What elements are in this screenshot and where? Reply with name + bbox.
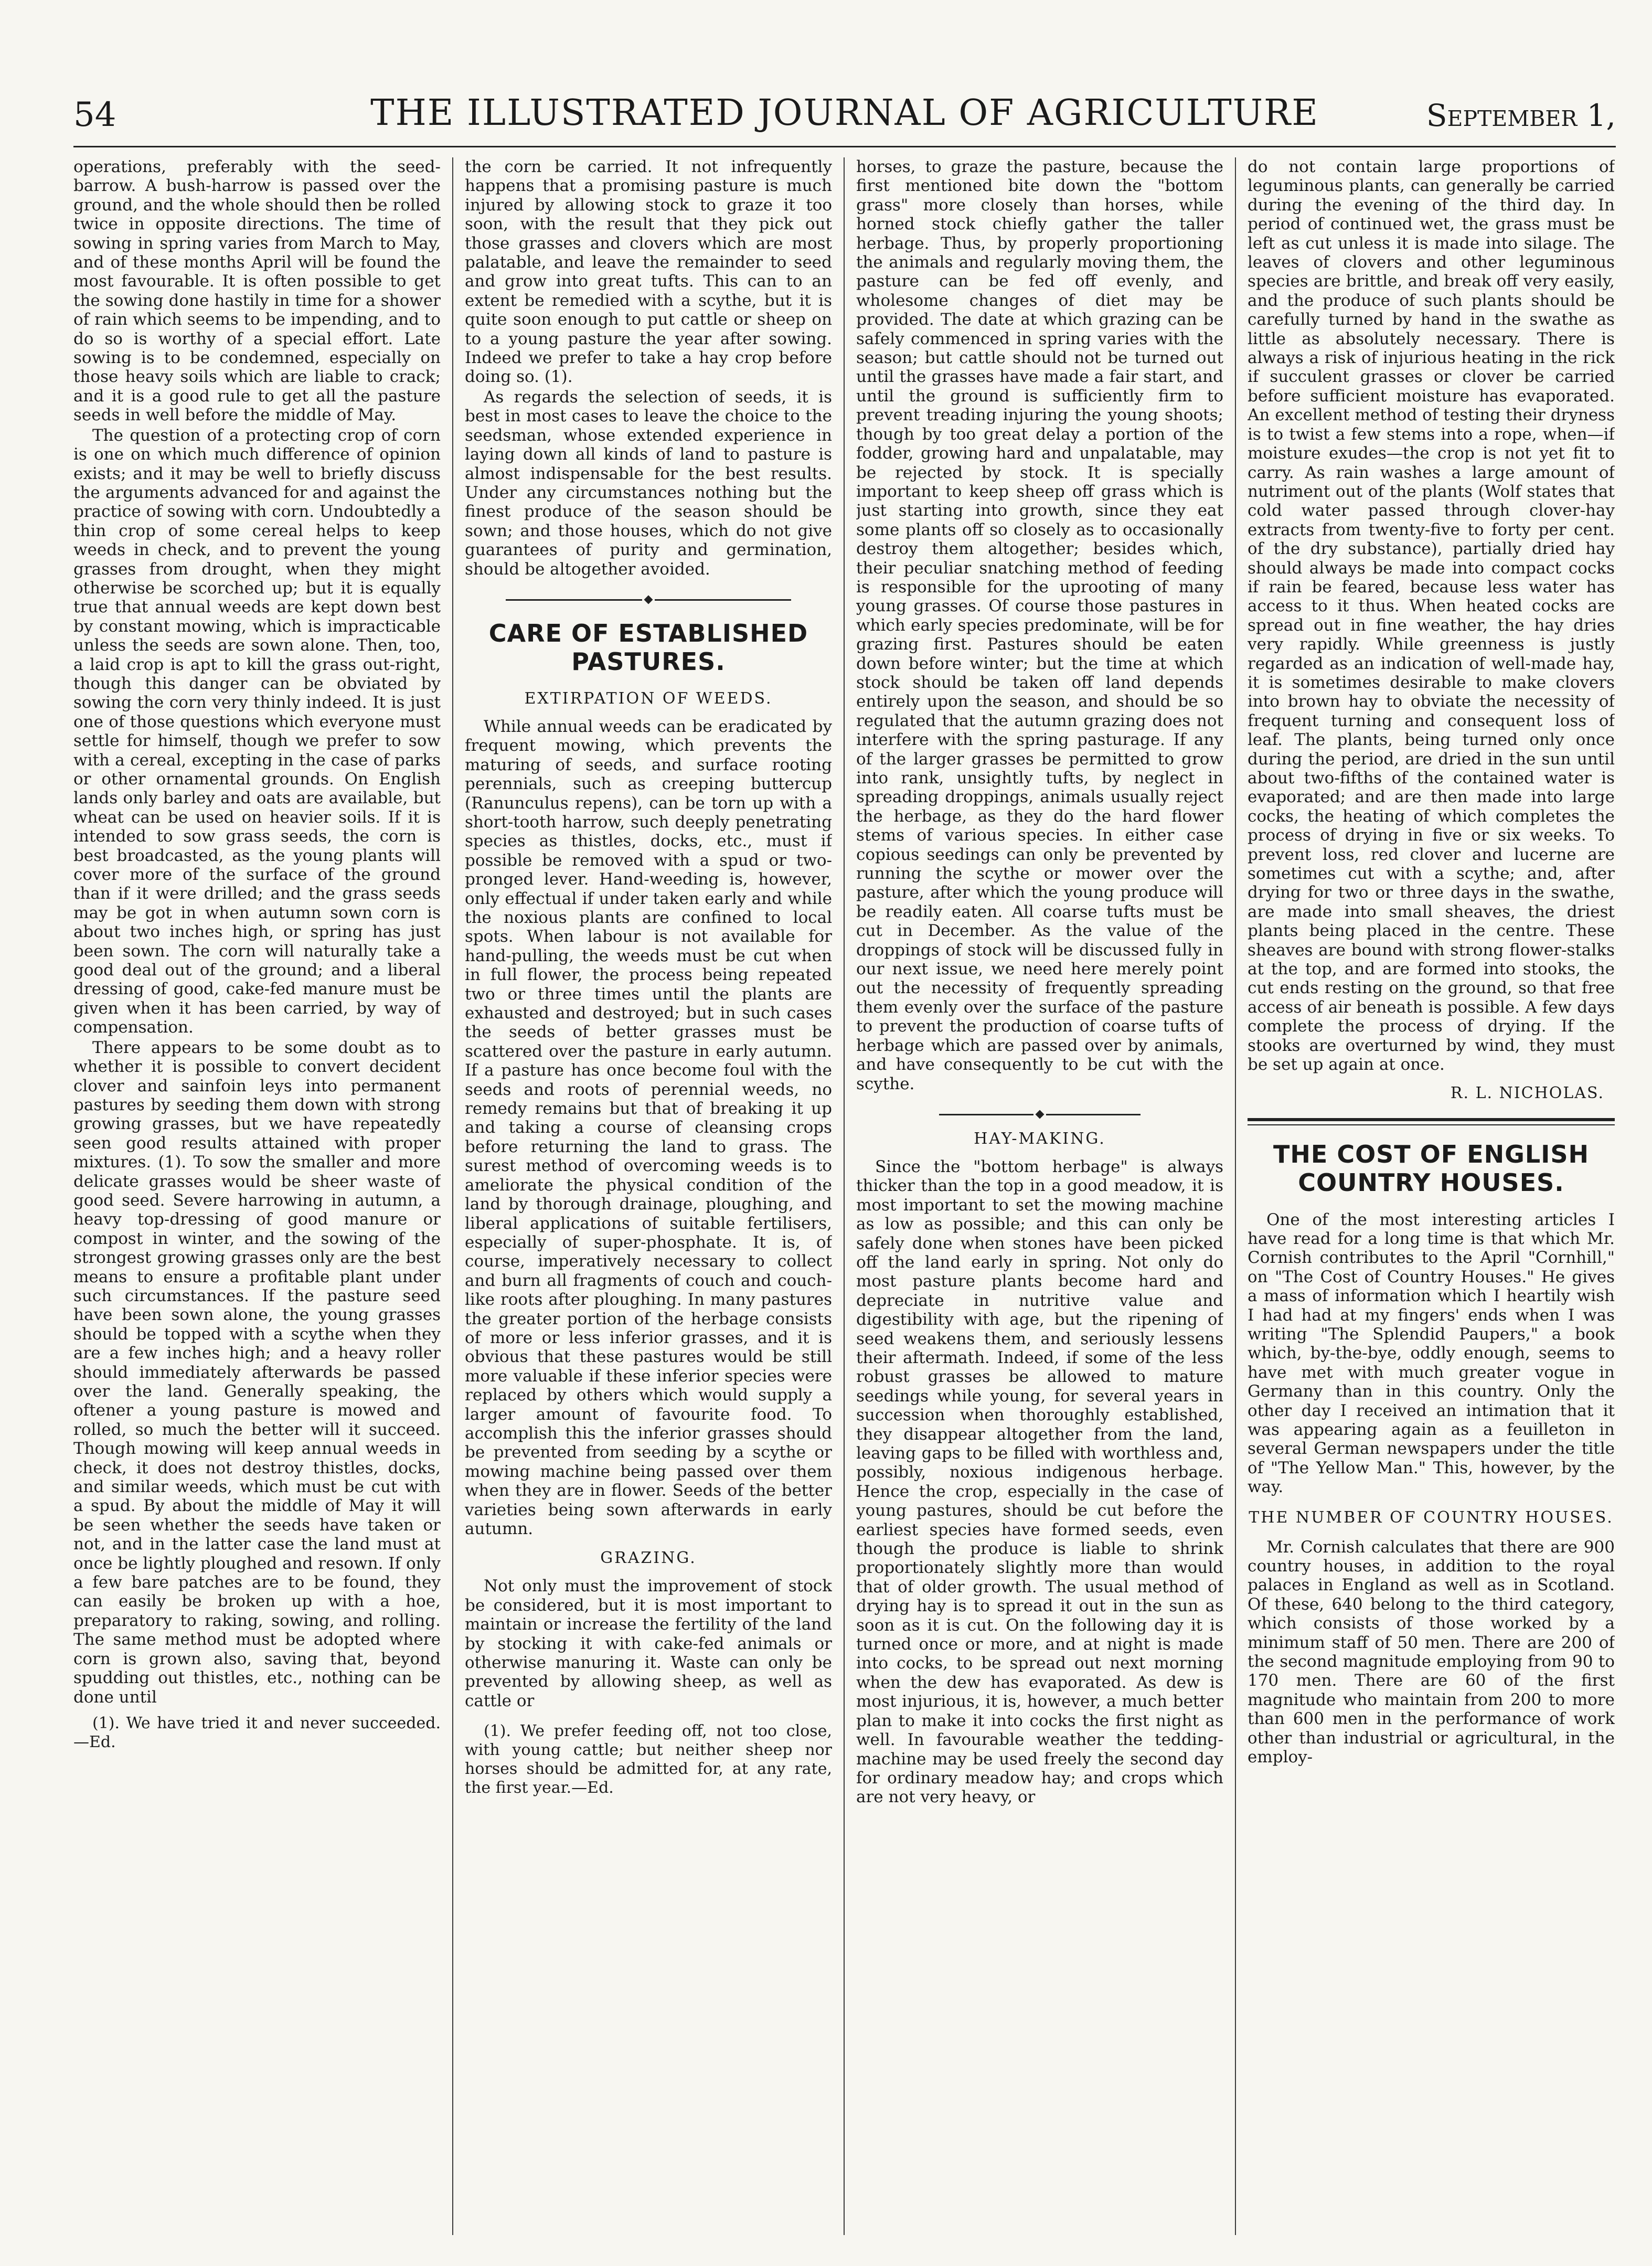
section-subheading: HAY-MAKING.: [974, 1129, 1106, 1148]
section-subheading: EXTIRPATION OF WEEDS.: [524, 689, 773, 708]
section-ornament: [465, 594, 832, 604]
column-rule: [1235, 157, 1236, 2235]
column-rule: [844, 157, 845, 2235]
paragraph: The question of a protecting crop of corn is one on which much difference of opinion exists; and it may be well to briefly discuss the arguments advanced for and against the practice of sowing with corn. Undoubtedly a thin crop of some cereal helps to keep weeds in check, and to prevent the young grasses from drought, when they might otherwise be scorched up; but it is equally true that annual weeds are kept down best by constant mowing, which is impracticable unless the seeds are sown alone. Then, too, a laid crop is apt to kill the grass out-right, though this danger can be obviated by sowing the corn very thinly indeed. It is just one of those questions which everyone must settle for himself, though we prefer to sow with a cereal, excepting in the case of parks or other ornamental grounds. On English lands only barley and oats are available, but wheat can be used on heavier soils. If it is intended to sow grass seeds, the corn is best broadcasted, as the young plants will cover more of the surface of the ground than if it were drilled; and the grass seeds may be got in when autumn sown corn is about two inches high, or spring has just been sown. The corn will naturally take a good deal out of the ground; and a liberal dressing of good, cake-fed manure must be given when it has been carried, by way of compensation.: [73, 425, 441, 1037]
paragraph: operations, preferably with the seed-barrow. A bush-harrow is passed over the ground, and the whole should then be rolled twice in opposite directions. The time of sowing in spring varies from March to May, and of these months April will be found the most favourable. It is often possible to get the sowing done hastily in time for a shower of rain which seems to be impending, and to do so is worthy of a special effort. Late sowing is to be condemned, especially on those heavy soils which are liable to crack; and it is a good rule to get all the pasture seeds in well before the middle of May.: [73, 157, 441, 425]
paragraph: do not contain large proportions of leguminous plants, can generally be carried during the evening of the third day. In period of continued wet, the grass must be left as cut unless it is made into silage. The leaves of clovers and other leguminous species are brittle, and break off very easily, and the produce of such plants should be carefully turned by hand in the swathe as little as absolutely necessary. There is always a risk of injurious heating in the rick if succulent grasses or clover be carried before sufficient moisture has evaporated. An excellent method of testing their dryness is to twist a few stems into a rope, when—if moisture exudes—the crop is not yet fit to carry. As rain washes a large amount of nutriment out of the plants (Wolf states that cold water passed through clover-hay extracts from twenty-five to forty per cent. of the dry substance), partially dried hay should always be made into compact cocks if rain be feared, because less water has access to it thus. When heated cocks are spread out in fine weather, the hay dries very rapidly. While greenness is justly regarded as an indication of well-made hay, it is sometimes desirable to make clovers into brown hay to obviate the necessity of frequent turning and consequent loss of leaf. The plants, being turned only once during the period, are dried in the sun until about two-fifths of the contained water is evaporated; and are then made into large cocks, the heating of which completes the process of drying in five or six weeks. To prevent loss, red clover and lucerne are sometimes cut with a scythe; and, after drying for two or three days in the swathe, are made into small sheaves, the driest plants being placed in the centre. These sheaves are bound with strong flower-stalks at the top, and are formed into stooks, the cut ends resting on the ground, so that free access of air beneath is possible. A few days complete the process of drying. If the stooks are overturned by wind, they must be set up again at once.: [1248, 157, 1615, 1075]
paragraph: Not only must the improvement of stock be considered, but it is most important to maintain or increase the fertility of the land by stocking it with cake-fed animals or otherwise manuring it. Waste can only be prevented by allowing sheep, as well as cattle or: [465, 1577, 832, 1710]
paragraph: Mr. Cornish calculates that there are 900 country houses, in addition to the royal palaces in England as well as in Scotland. Of these, 640 belong to the third category, which consists of those worked by a minimum staff of 50 men. There are 200 of the second magnitude employing from 90 to 170 men. There are 60 of the first magnitude who maintain from 200 to more than 600 men in the performance of work other than industrial or agricultural, in the employ-: [1248, 1537, 1615, 1767]
paragraph: One of the most interesting articles I have read for a long time is that which Mr. Cornish contributes to the April "Cornhill," on "The Cost of Country Houses." He gives a mass of information which I heartily wish I had had at my fingers' ends when I was writing "The Splendid Paupers," a book which, by-the-bye, oddly enough, seems to have met with much greater vogue in Germany than in this country. Only the other day I received an intimation that it was appearing again as a feuilleton in several German newspapers under the title of "The Yellow Man." This, however, by the way.: [1248, 1210, 1615, 1497]
column-1: [73, 157, 441, 2235]
article-heading: THE COST OF ENGLISH COUNTRY HOUSES.: [1273, 1140, 1589, 1197]
paragraph: While annual weeds can be eradicated by frequent mowing, which prevents the maturing of seeds, and surface rooting perennials, such as creeping buttercup (Ranunculus repens), can be torn up with a short-tooth harrow, such deeply penetrating species as thistles, docks, etc., must if possible be removed with a spud or two-pronged lever. Hand-weeding is, however, only effectual if under taken early and while the noxious plants are confined to local spots. When labour is not available for hand-pulling, the weeds must be cut when in full flower, the process being repeated two or three times until the plants are exhausted and destroyed; but in such cases the seeds of better grasses must be scattered over the pasture in early autumn. If a pasture has once become foul with the seeds and roots of perennial weeds, no remedy remains but that of breaking it up and taking a course of cleansing crops before returning the land to grass. The surest method of overcoming weeds is to ameliorate the physical condition of the land by thorough drainage, ploughing, and liberal applications of suitable fertilisers, especially of super-phosphate. It is, of course, imperatively necessary to collect and burn all fragments of couch and couch-like roots after ploughing. In many pastures the greater portion of the herbage consists of more or less inferior grasses, and it is obvious that these pastures would be still more valuable if these inferior species were replaced by others which would supply a larger amount of favourite food. To accomplish this the inferior grasses should be prevented from seeding by a scythe or mowing machine being passed over them when they are in flower. Seeds of the better varieties being sown afterwards in early autumn.: [465, 717, 832, 1538]
page-header: [73, 88, 1616, 147]
author-signature: R. L. NICHOLAS.: [1450, 1083, 1604, 1102]
divider: [1248, 1124, 1615, 1125]
journal-title: THE ILLUSTRATED JOURNAL OF AGRICULTURE: [370, 92, 1319, 134]
columns: [73, 157, 1616, 2235]
issue-date: September 1,: [1426, 98, 1616, 133]
paragraph: There appears to be some doubt as to whether it is possible to convert decident clover and sainfoin leys into permanent pastures by seeding them down with strong growing grasses, but we have repeatedly seen good results attained with proper mixtures. (1). To sow the smaller and more delicate grasses would be sheer waste of good seed. Severe harrowing in autumn, a heavy top-dressing of good manure or compost in winter, and the sowing of the strongest growing grasses only are the best means to ensure a profitable plant under such circumstances. If the pasture seed have been sown alone, the young grasses should be topped with a scythe when they are a few inches high; and a heavy roller should immediately afterwards be passed over the land. Generally speaking, the oftener a young pasture is mowed and rolled, so much the better will it succeed. Though mowing will keep annual weeds in check, it does not destroy thistles, docks, and similar weeds, which must be cut with a spud. By about the middle of May it will be seen whether the seeds have taken or not, and in the latter case the land must at once be lightly ploughed and resown. If only a few bare patches are to be found, they can easily be broken up with a hoe, preparatory to raking, sowing, and rolling. The same method must be adopted where corn is grown also, saving that, beyond spudding out thistles, etc., nothing can be done until: [73, 1038, 441, 1707]
paragraph: horses, to graze the pasture, because the first mentioned bite down the "bottom grass" more closely than horses, while horned stock chiefly gather the taller herbage. Thus, by properly proportioning the animals and regularly moving them, the pasture can be fed off evenly, and wholesome changes of diet may be provided. The date at which grazing can be safely commenced in spring varies with the season; but cattle should not be turned out until the grasses have made a fair start, and until the ground is sufficiently firm to prevent treading injuring the young shoots; though by too great delay a portion of the fodder, growing hard and unpalatable, may be rejected by stock. It is specially important to keep sheep off grass which is just starting into growth, since they eat some plants off so closely as to occasionally destroy them altogether; besides which, their peculiar snatching method of feeding is responsible for the uprooting of many young grasses. Of course those pastures in which early species predominate, will be for grazing first. Pastures should be eaten down before winter; but the time at which stock should be taken off land depends entirely upon the season, and should be so regulated that the autumn grazing does not interfere with the spring pasturage. If any of the larger grasses be permitted to grow into rank, unsightly tufts, by neglect in spreading droppings, animals usually reject the herbage, as they do the hard flower stems of various species. In either case copious seedings can only be prevented by running the scythe or mower over the pasture, after which the young produce will be readily eaten. All coarse tufts must be cut in December. As the value of the droppings of stock will be discussed fully in our next issue, we need here merely point out the necessity of frequently spreading them evenly over the surface of the pasture to prevent the production of coarse tufts of herbage which are passed over by animals, and have consequently to be cut with the scythe.: [856, 157, 1223, 1093]
column-rule: [452, 157, 453, 2235]
section-subheading: THE NUMBER OF COUNTRY HOUSES.: [1249, 1508, 1614, 1527]
paragraph: As regards the selection of seeds, it is best in most cases to leave the choice to the seedsman, whose extended experience in laying down all kinds of land to pasture is almost indispensable for the best results. Under any circumstances nothing but the finest produce of the season should be sown; and those houses, which do not give guarantees of purity and germination, should be altogether avoided.: [465, 387, 832, 579]
article-heading: CARE OF ESTABLISHED PASTURES.: [488, 619, 808, 676]
column-3: [856, 157, 1223, 2235]
column-4: [1248, 157, 1615, 2235]
page-number: 54: [73, 95, 116, 134]
paragraph: Since the "bottom herbage" is always thicker than the top in a good meadow, it is most important to set the mowing machine as low as possible; and this can only be safely done when stones have been picked off the land early in spring. Not only do most pasture plants become hard and depreciate in nutritive value and digestibility with age, but the ripening of seed weakens them, and seriously lessens their aftermath. Indeed, if some of the less robust grasses be allowed to mature seedings while young, for several years in succession when thoroughly established, they disappear altogether from the land, leaving gaps to be filled with worthless and, possibly, noxious indigenous herbage. Hence the crop, especially in the case of young pastures, should be cut before the earliest species have formed seeds, even though the produce is liable to shrink proportionately slightly more than would that of older growth. The usual method of drying hay is to spread it out in the sun as soon as it is cut. On the following day it is turned once or more, and at night is made into cocks, to be spread out next morning when the dew has evaporated. As dew is most injurious, it is, however, a much better plan to make it into cocks the first night as well. In favourable weather the tedding-machine may be used freely the second day for ordinary meadow hay; and crops which are not very heavy, or: [856, 1157, 1223, 1807]
section-ornament: [856, 1109, 1223, 1119]
paragraph: the corn be carried. It not infrequently happens that a promising pasture is much injured by allowing stock to graze it too soon, with the result that they pick out those grasses and clovers which are most palatable, and leave the remainder to seed and grow into great tufts. This can to an extent be remedied with a scythe, but it is quite soon enough to put cattle or sheep on to a young pasture the year after sowing. Indeed we prefer to take a hay crop before doing so. (1).: [465, 157, 832, 387]
footnote: (1). We prefer feeding off, not too close, with young cattle; but neither sheep nor horses should be admitted for, at any rate, the first year.—Ed.: [465, 1722, 832, 1797]
footnote: (1). We have tried it and never succeeded.—Ed.: [73, 1714, 441, 1751]
divider: [1248, 1118, 1615, 1121]
column-2: [465, 157, 832, 2235]
section-subheading: GRAZING.: [600, 1549, 697, 1568]
